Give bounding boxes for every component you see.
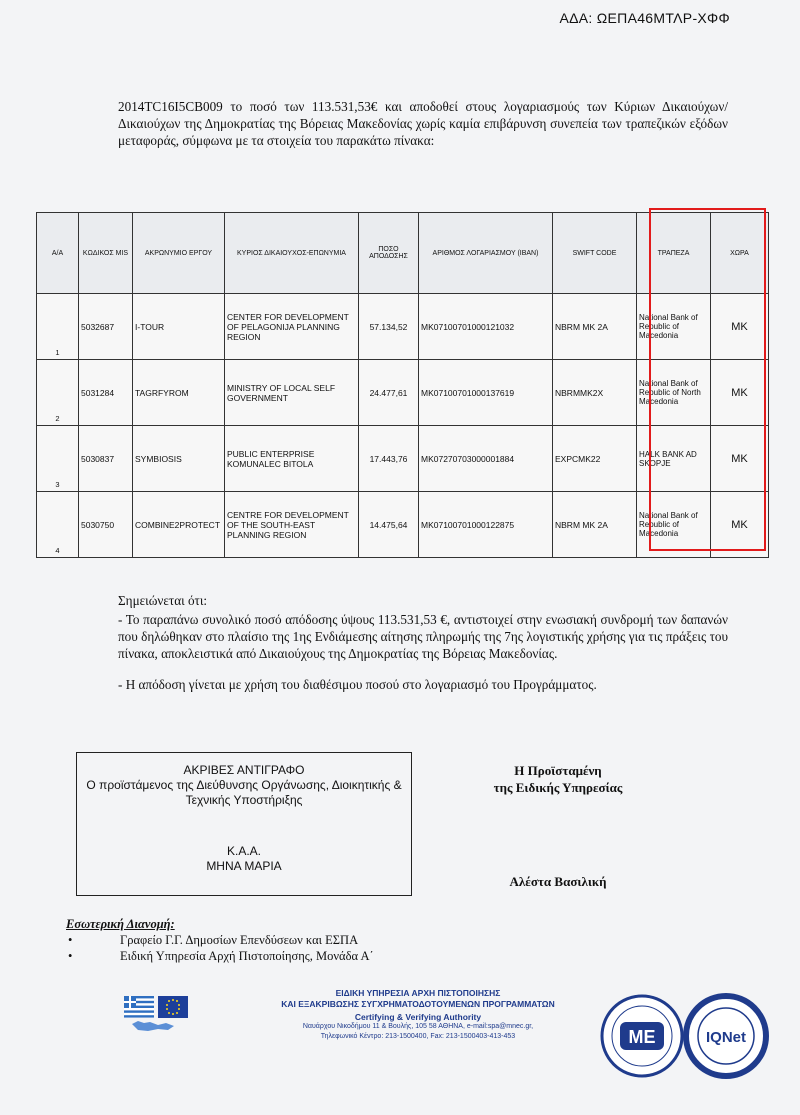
distribution-heading: Εσωτερική Διανομή: [66, 917, 175, 931]
greek-flag-icon [124, 996, 154, 1018]
cell-country: MK [711, 426, 769, 492]
authority-name-line1: ΕΙΔΙΚΗ ΥΠΗΡΕΣΙΑ ΑΡΧΗ ΠΙΣΤΟΠΟΙΗΣΗΣ [335, 988, 501, 998]
cell-iban: MK07100701000121032 [419, 294, 553, 360]
me-certification-seal-icon [602, 996, 682, 1076]
cell-beneficiary: PUBLIC ENTERPRISE KOMUNALEC BITOLA [225, 426, 359, 492]
greek-eu-flags-logo [124, 990, 190, 1034]
cell-beneficiary: CENTER FOR DEVELOPMENT OF PELAGONIJA PLANNING REGION [225, 294, 359, 360]
cell-iban: MK07270703000001884 [419, 426, 553, 492]
cell-swift: NBRMMK2X [553, 360, 637, 426]
list-item: • Ειδική Υπηρεσία Αρχή Πιστοποίησης, Μονάδα Α΄ [66, 948, 374, 964]
header-country: ΧΩΡΑ [711, 213, 769, 294]
cell-acronym: COMBINE2PROTECT [133, 492, 225, 558]
cell-mis-code: 5031284 [79, 360, 133, 426]
table-header-row [37, 213, 769, 294]
notes-section [118, 592, 728, 693]
note-item: - Η απόδοση γίνεται με χρήση του διαθέσιμου ποσού στο λογαριασμό του Προγράμματος. [118, 677, 597, 692]
map-silhouette-icon [132, 1021, 174, 1031]
header-bank: ΤΡΑΠΕΖΑ [637, 213, 711, 294]
cell-mis-code: 5030750 [79, 492, 133, 558]
true-copy-name: ΜΗΝΑ ΜΑΡΙΑ [206, 859, 282, 873]
table-row [37, 360, 769, 426]
ada-code: ΑΔΑ: ΩΕΠΑ46ΜΤΛΡ-ΧΦΦ [559, 10, 730, 26]
intro-paragraph: 2014TC16I5CB009 το ποσό των 113.531,53€ και αποδοθεί στους λογαριασμούς των Κύριων Δικαιούχων/Δικαιούχων της Δημοκρατίας της Βόρειας Μακεδονίας χωρίς καμία επιβάρυνση συνεπεία των τραπεζικών εξόδων μεταφοράς, σύμφωνα με τα στοιχεία του παρακάτω πίνακα: [118, 99, 728, 148]
certification-seals [596, 984, 772, 1088]
cell-beneficiary: MINISTRY OF LOCAL SELF GOVERNMENT [225, 360, 359, 426]
cell-aa: 3 [37, 426, 79, 492]
seal-iqnet-label: IQNet [705, 1029, 747, 1046]
cell-mis-code: 5032687 [79, 294, 133, 360]
internal-distribution [66, 916, 374, 964]
cell-aa: 1 [37, 294, 79, 360]
true-copy-box [76, 752, 412, 896]
cell-aa: 2 [37, 360, 79, 426]
cell-aa: 4 [37, 492, 79, 558]
cell-bank: National Bank of Republic of Macedonia [637, 492, 711, 558]
beneficiaries-table [36, 212, 769, 558]
cell-amount: 17.443,76 [359, 426, 419, 492]
seal-me-label: ME [628, 1027, 656, 1047]
cell-country: MK [711, 360, 769, 426]
cell-bank: HALK BANK AD SKOPJE [637, 426, 711, 492]
header-beneficiary: ΚΥΡΙΟΣ ΔΙΚΑΙΟΥΧΟΣ-ΕΠΩΝΥΜΙΑ [225, 213, 359, 294]
true-copy-title: ΑΚΡΙΒΕΣ ΑΝΤΙΓΡΑΦΟ [183, 763, 305, 777]
authority-name-line2: ΚΑΙ ΕΞΑΚΡΙΒΩΣΗΣ ΣΥΓΧΡΗΜΑΤΟΔΟΤΟΥΜΕΝΩΝ ΠΡΟΓΡΑΜΜΑΤΩΝ [281, 999, 555, 1009]
header-aa: Α/Α [37, 213, 79, 294]
signature-title [458, 762, 658, 796]
header-swift: SWIFT CODE [553, 213, 637, 294]
authority-english-name: Certifying & Verifying Authority [354, 1012, 482, 1022]
note-item: - Το παραπάνω συνολικό ποσό απόδοσης ύψους 113.531,53 €, αντιστοιχεί στην ενωσιακή συνδρομή των δαπανών που δηλώθηκαν στο πλαίσιο της 1ης Ενδιάμεσης αίτησης πληρωμής της 7ης λογιστικής χρήσης για τις πράξεις του πίνακα, αποκλειστικά από Δικαιούχους της Δημοκρατίας της Βόρειας Μακεδονίας. [118, 612, 728, 661]
cell-iban: MK07100701000137619 [419, 360, 553, 426]
signature-name: Αλέστα Βασιλική [509, 874, 607, 889]
header-amount: ΠΟΣΟ ΑΠΟΔΟΣΗΣ [359, 213, 419, 294]
cell-mis-code: 5030837 [79, 426, 133, 492]
iqnet-seal-icon [686, 996, 766, 1076]
cell-acronym: TAGRFYROM [133, 360, 225, 426]
cell-country: MK [711, 294, 769, 360]
cell-swift: NBRM MK 2A [553, 492, 637, 558]
header-iban: ΑΡΙΘΜΟΣ ΛΟΓΑΡΙΑΣΜΟΥ (IBAN) [419, 213, 553, 294]
cell-amount: 24.477,61 [359, 360, 419, 426]
header-acronym: ΑΚΡΩΝΥΜΙΟ ΕΡΓΟΥ [133, 213, 225, 294]
cell-acronym: SYMBIOSIS [133, 426, 225, 492]
notes-heading: Σημειώνεται ότι: [118, 593, 208, 608]
table-row [37, 294, 769, 360]
cell-bank: National Bank of Republic of Macedonia [637, 294, 711, 360]
eu-flag-icon [158, 996, 188, 1018]
cell-swift: EXPCMK22 [553, 426, 637, 492]
cell-country: MK [711, 492, 769, 558]
list-item: • Γραφείο Γ.Γ. Δημοσίων Επενδύσεων και ΕΣΠΑ [66, 932, 374, 948]
authority-phone: Τηλεφωνικό Κέντρο: 213-1500400, Fax: 213-1500403-413-453 [320, 1033, 516, 1040]
cell-acronym: I-TOUR [133, 294, 225, 360]
signature-title-line1: Η Προϊσταμένη [514, 763, 602, 778]
letterhead-footer [118, 982, 778, 1092]
cell-amount: 14.475,64 [359, 492, 419, 558]
table-row [37, 492, 769, 558]
letterhead-text [208, 988, 628, 1042]
cell-beneficiary: CENTRE FOR DEVELOPMENT OF THE SOUTH-EAST PLANNING REGION [225, 492, 359, 558]
cell-amount: 57.134,52 [359, 294, 419, 360]
true-copy-role: Ο προϊστάμενος της Διεύθυνσης Οργάνωσης, Διοικητικής & Τεχνικής Υποστήριξης [86, 778, 402, 807]
cell-swift: NBRM MK 2A [553, 294, 637, 360]
signature-title-line2: της Ειδικής Υπηρεσίας [493, 780, 623, 795]
table-row [37, 426, 769, 492]
true-copy-kaa: Κ.Α.Α. [226, 844, 261, 858]
cell-bank: National Bank of Republic of North Macedonia [637, 360, 711, 426]
authority-address: Ναυάρχου Νικοδήμου 11 & Βουλής, 105 58 ΑΘΗΝΑ, e-mail:spa@mnec.gr, [302, 1023, 534, 1030]
cell-iban: MK07100701000122875 [419, 492, 553, 558]
header-mis-code: ΚΩΔΙΚΟΣ MIS [79, 213, 133, 294]
